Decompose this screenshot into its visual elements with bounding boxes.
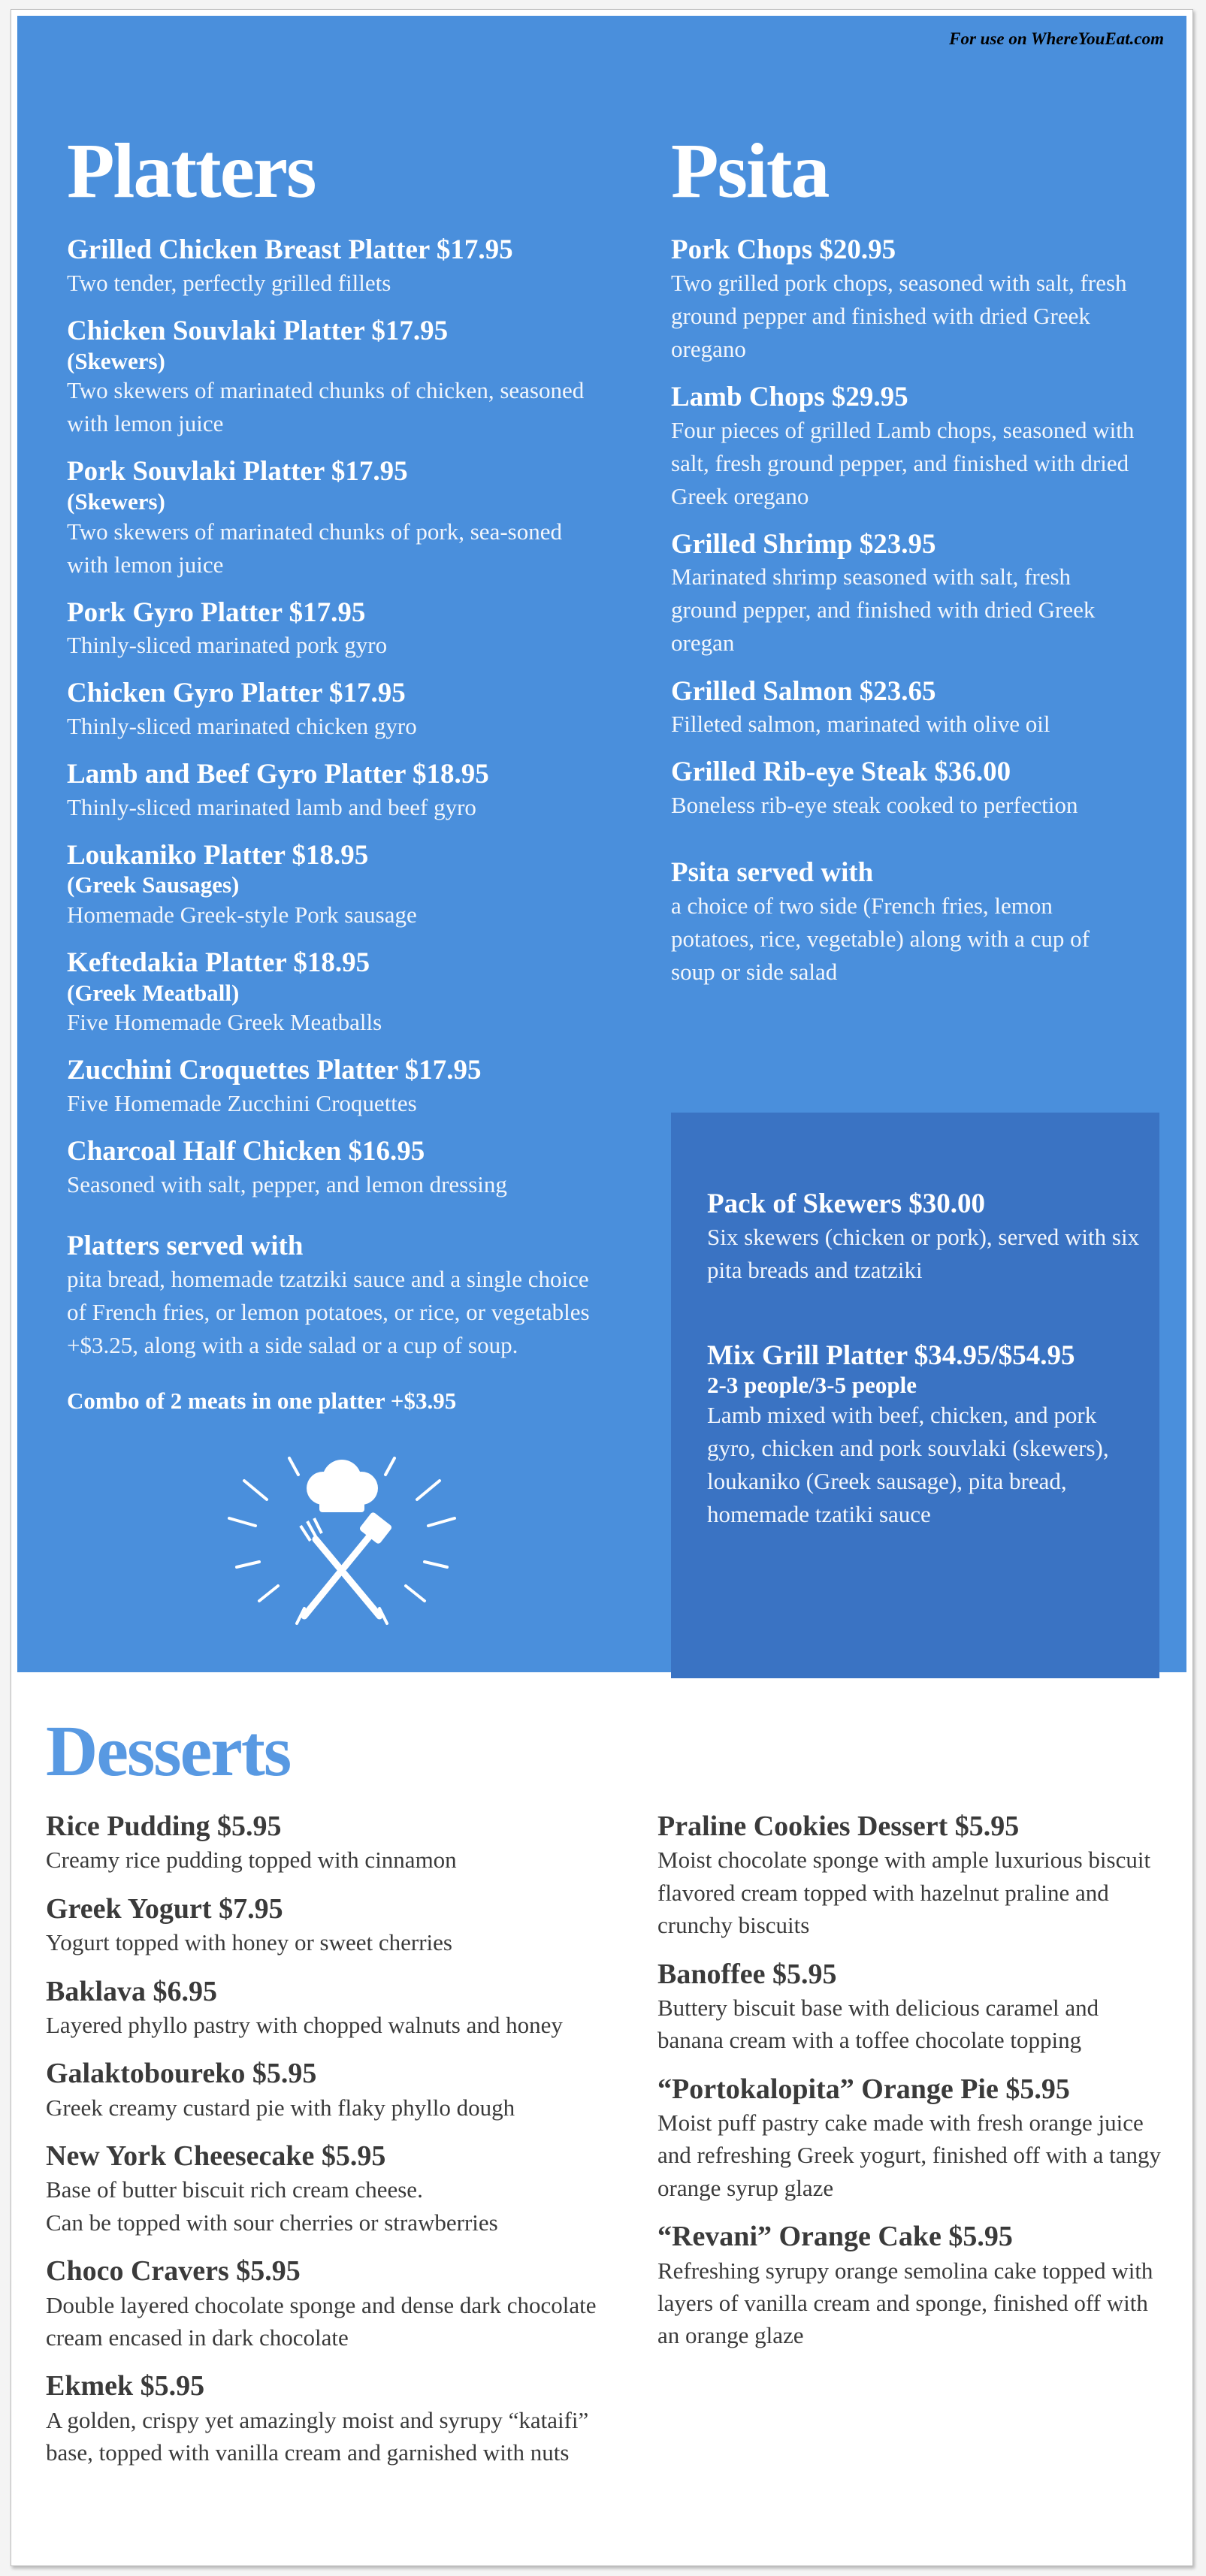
- menu-item: [67, 234, 608, 300]
- psita-section: [671, 128, 1137, 989]
- item-description: Moist puff pastry cake made with fresh orange juice and refreshing Greek yogurt, finished off with a tangy orange syrup glaze: [657, 2109, 1162, 2201]
- item-description: Two skewers of marinated chunks of pork, sea-soned with lemon juice: [67, 518, 562, 578]
- website-credit: For use on WhereYouEat.com: [949, 29, 1164, 48]
- menu-item: [707, 1339, 1143, 1531]
- item-name: Pork Souvlaki Platter $17.95: [67, 456, 408, 488]
- menu-item: [67, 677, 608, 743]
- item-name: New York Cheesecake $5.95: [46, 2140, 386, 2172]
- item-description: Refreshing syrupy orange semolina cake topped with layers of vanilla cream and sponge, finished off with an orange glaze: [657, 2257, 1153, 2349]
- specials-list: [707, 1188, 1143, 1546]
- item-description: Six skewers (chicken or pork), served with six pita breads and tzatziki: [707, 1223, 1140, 1283]
- item-name: Ekmek $5.95: [46, 2370, 205, 2402]
- item-name: Grilled Rib-eye Steak $36.00: [671, 756, 1011, 788]
- item-description: Five Homemade Greek Meatballs: [67, 1009, 382, 1036]
- item-name: Mix Grill Platter $34.95/$54.95: [707, 1339, 1075, 1371]
- item-name: Praline Cookies Dessert $5.95: [657, 1810, 1020, 1842]
- served-with-title: Platters served with: [67, 1230, 304, 1261]
- item-name: “Revani” Orange Cake $5.95: [657, 2221, 1013, 2253]
- item-name: Baklava $6.95: [46, 1975, 218, 2007]
- item-description-extra: Can be topped with sour cherries or strawberries: [46, 2209, 498, 2236]
- mains-panel: [17, 16, 1186, 1672]
- served-with-text: a choice of two side (French fries, lemon potatoes, rice, vegetable) along with a cup of soup or side salad: [671, 892, 1090, 986]
- item-description: Lamb mixed with beef, chicken, and pork gyro, chicken and pork souvlaki (skewers), loukaniko (Greek sausage), pita bread, homemade tzatiki sauce: [707, 1401, 1109, 1528]
- desserts-left-column: [46, 1809, 602, 2484]
- item-name: Lamb Chops $29.95: [671, 382, 908, 413]
- item-description: Filleted salmon, marinated with olive oil: [671, 711, 1050, 738]
- item-name: Banoffee $5.95: [657, 1958, 837, 1990]
- menu-item: [671, 381, 1137, 513]
- item-name: Rice Pudding $5.95: [46, 1810, 282, 1842]
- item-description: Boneless rib-eye steak cooked to perfection: [671, 791, 1078, 818]
- dessert-item: [657, 1957, 1168, 2057]
- item-description: Thinly-sliced marinated pork gyro: [67, 632, 388, 659]
- item-description: Thinly-sliced marinated lamb and beef gyro: [67, 793, 476, 820]
- item-description: Two tender, perfectly grilled fillets: [67, 270, 391, 297]
- item-name: Greek Yogurt $7.95: [46, 1892, 283, 1925]
- menu-item: [67, 1054, 608, 1120]
- dessert-item: [657, 2219, 1168, 2352]
- item-name: Grilled Chicken Breast Platter $17.95: [67, 234, 513, 266]
- item-description: Marinated shrimp seasoned with salt, fresh ground pepper, and finished with dried Greek oregan: [671, 563, 1096, 657]
- platters-served-with: [67, 1230, 608, 1362]
- menu-item: [67, 1135, 608, 1201]
- item-description: Creamy rice pudding topped with cinnamon: [46, 1847, 457, 1874]
- item-description: Four pieces of grilled Lamb chops, seasoned with salt, fresh ground pepper, and finished with dried Greek oregano: [671, 416, 1135, 509]
- dessert-item: [46, 2056, 602, 2124]
- item-description: Homemade Greek-style Pork sausage: [67, 901, 417, 929]
- menu-item: [67, 947, 608, 1039]
- item-name: Keftedakia Platter $18.95: [67, 947, 370, 979]
- item-name: Loukaniko Platter $18.95: [67, 839, 369, 871]
- item-name: Choco Cravers $5.95: [46, 2255, 301, 2288]
- menu-item: [67, 839, 608, 932]
- item-subtitle: (Skewers): [67, 488, 165, 515]
- item-subtitle: (Skewers): [67, 347, 165, 374]
- psita-served-with: [671, 856, 1137, 989]
- item-description: Moist chocolate sponge with ample luxurious biscuit flavored cream topped with hazelnut praline and crunchy biscuits: [657, 1847, 1151, 1939]
- dessert-item: [657, 2072, 1168, 2205]
- menu-page: [11, 9, 1193, 2566]
- menu-item: [67, 596, 608, 663]
- combo-note: Combo of 2 meats in one platter +$3.95: [67, 1388, 457, 1415]
- dessert-item: [657, 1809, 1168, 1942]
- desserts-heading: Desserts: [46, 1711, 291, 1791]
- chef-grill-logo-icon: [214, 1428, 470, 1653]
- dessert-item: [46, 2139, 602, 2239]
- item-description: Thinly-sliced marinated chicken gyro: [67, 713, 417, 740]
- item-description: Base of butter biscuit rich cream cheese.: [46, 2176, 423, 2203]
- item-description: Buttery biscuit base with delicious caramel and banana cream with a toffee chocolate topping: [657, 1994, 1099, 2054]
- item-subtitle: (Greek Meatball): [67, 979, 240, 1006]
- item-name: Grilled Shrimp $23.95: [671, 528, 936, 560]
- item-description: Double layered chocolate sponge and dense dark chocolate cream encased in dark chocolate: [46, 2291, 597, 2351]
- item-name: Chicken Gyro Platter $17.95: [67, 678, 406, 709]
- served-with-text: pita bread, homemade tzatziki sauce and a single choice of French fries, or lemon potatoes, or rice, or vegetables +$3.25, along with a side salad or a cup of soup.: [67, 1266, 590, 1359]
- item-description: Two skewers of marinated chunks of chicken, seasoned with lemon juice: [67, 377, 585, 437]
- item-name: Lamb and Beef Gyro Platter $18.95: [67, 759, 489, 790]
- item-name: Galaktoboureko $5.95: [46, 2058, 317, 2090]
- item-name: Chicken Souvlaki Platter $17.95: [67, 316, 449, 347]
- item-name: Pork Gyro Platter $17.95: [67, 596, 366, 628]
- dessert-item: [46, 1974, 602, 2042]
- menu-item: [671, 234, 1137, 366]
- dessert-item: [46, 2254, 602, 2354]
- desserts-section: [46, 1711, 1173, 2466]
- item-description: Two grilled pork chops, seasoned with salt, fresh ground pepper and finished with dried Greek oregano: [671, 270, 1127, 363]
- menu-item: [671, 675, 1137, 741]
- item-subtitle: 2-3 people/3-5 people: [707, 1372, 917, 1399]
- menu-item: [67, 455, 608, 581]
- item-name: Grilled Salmon $23.65: [671, 675, 936, 707]
- item-name: “Portokalopita” Orange Pie $5.95: [657, 2073, 1070, 2105]
- menu-item: [67, 758, 608, 824]
- dessert-item: [46, 1809, 602, 1877]
- item-description: Greek creamy custard pie with flaky phyllo dough: [46, 2094, 515, 2121]
- item-description: Yogurt topped with honey or sweet cherries: [46, 1929, 452, 1956]
- desserts-right-column: [657, 1809, 1168, 2367]
- platters-heading: Platters: [67, 128, 316, 214]
- item-name: Pack of Skewers $30.00: [707, 1188, 985, 1219]
- menu-item: [707, 1188, 1143, 1287]
- specials-box: [671, 1113, 1159, 1678]
- psita-heading: Psita: [671, 128, 829, 214]
- menu-item: [67, 315, 608, 440]
- item-subtitle: (Greek Sausages): [67, 871, 240, 898]
- menu-item: [671, 756, 1137, 822]
- item-name: Pork Chops $20.95: [671, 234, 896, 266]
- item-name: Charcoal Half Chicken $16.95: [67, 1136, 425, 1167]
- item-description: A golden, crispy yet amazingly moist and syrupy “kataifi” base, topped with vanilla cream and garnished with nuts: [46, 2406, 589, 2466]
- menu-item: [671, 528, 1137, 660]
- dessert-item: [46, 2369, 602, 2469]
- item-name: Zucchini Croquettes Platter $17.95: [67, 1055, 482, 1086]
- served-with-title: Psita served with: [671, 856, 874, 888]
- dessert-item: [46, 1892, 602, 1959]
- item-description: Five Homemade Zucchini Croquettes: [67, 1090, 417, 1117]
- item-description: Seasoned with salt, pepper, and lemon dressing: [67, 1170, 507, 1197]
- platters-section: [67, 128, 608, 1415]
- item-description: Layered phyllo pastry with chopped walnuts and honey: [46, 2011, 563, 2038]
